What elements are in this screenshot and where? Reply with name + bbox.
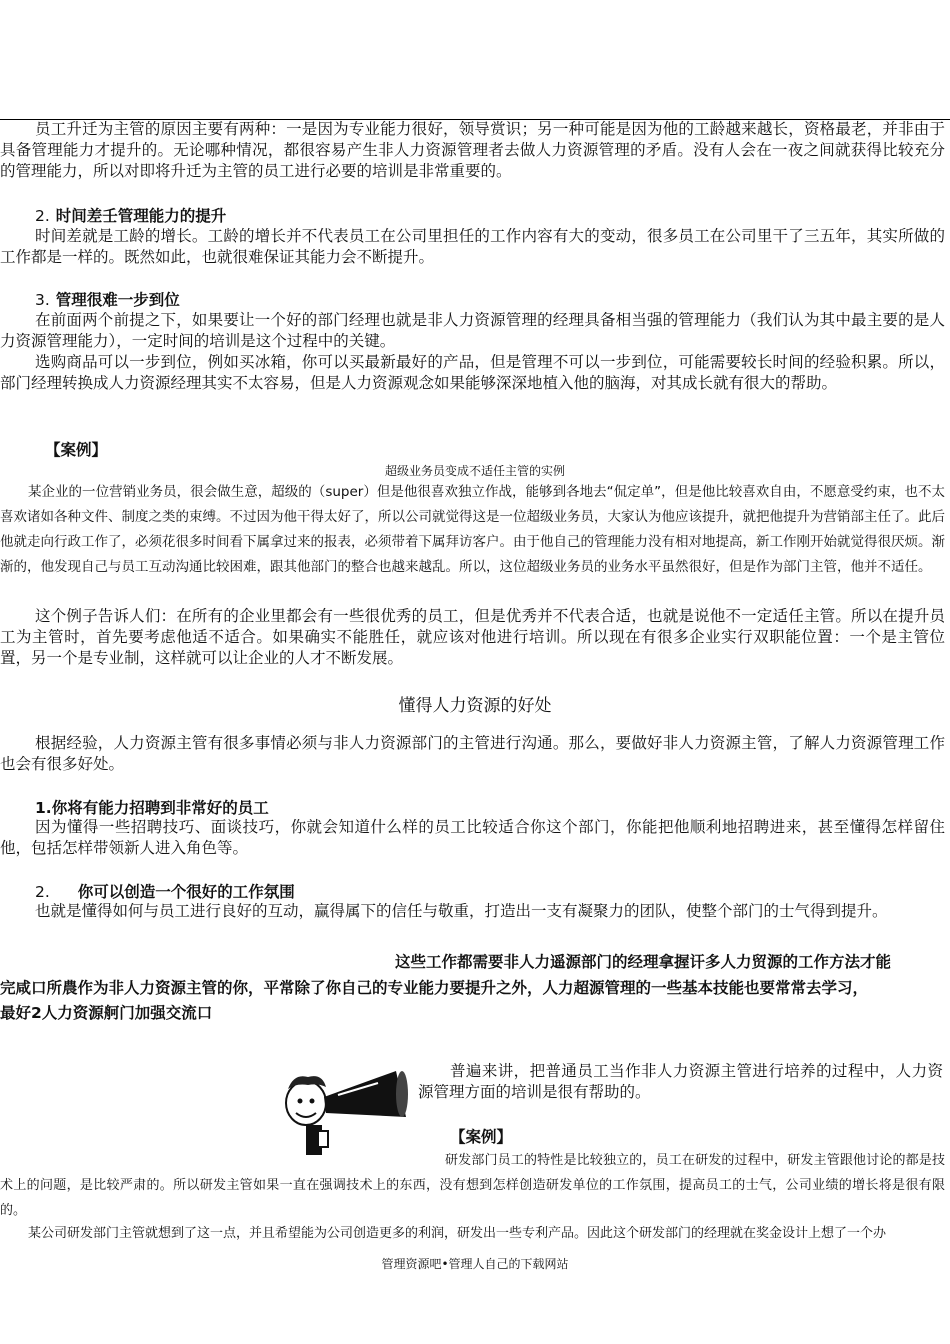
section-title: 懂得人力资源的好处: [398, 696, 552, 716]
paragraph-recruiting: 因为懂得一些招聘技巧、面谈技巧，你就会知道什么样的员工比较适合你这个部门，你能把他顺利地招聘进来，甚至懂得怎样留住他，包括怎样带领新人进入角色等。: [0, 818, 945, 857]
bold-line-1: 这些工作都需要非人力遥源部门的经理拿握讦多人力贸源的工作方法才能: [395, 953, 892, 971]
heading-text: 管理很难一步到位: [55, 291, 180, 309]
paragraph-training-help: 普遍来讲，把普通员工当作非人力资源主管进行培养的过程中，人力资源管理方面的培训是很有帮助的。: [418, 1062, 943, 1101]
case-text-2: 研发部门员工的特性是比较独立的，员工在研发的过程中，研发主管跟他讨论的都是技术上的问题，是比较严肃的。所以研发主管如果一直在强调技术上的东西，没有想到怎样创造研发单位的工作氛围，提高员工的士气，公司业绩的增长将是很有限的。: [0, 1153, 945, 1218]
bold-line-2: 完咸口所農作为非人力资源主管的你，平常除了你自己的专业能力要提升之外，人力超源管理的一些基本技能也要常常去学习，: [0, 979, 869, 997]
paragraph-lesson: 这个例子告诉人们：在所有的企业里都会有一些很优秀的员工，但是优秀并不代表合适，也就是说他不一定适任主管。所以在提升员工为主管时，首先要考虑他适不适合。如果确实不能胜任，就应该对他进行培训。所以现在有很多企业实行双职能位置：一个是主管位置，另一个是专业制，这样就可以让企业的人才不断发展。: [0, 607, 945, 667]
benefit-text: 你将有能力招聘到非常好的员工: [51, 799, 269, 817]
benefit-heading-2: [35, 880, 295, 902]
page-footer: 管理资源吧•管理人自己的下载网站: [381, 1257, 569, 1271]
paragraph-time-gap: 时间差就是工龄的增长。工龄的增长并不代表员工在公司里担任的工作内容有大的变动，很多员工在公司里干了三五年，其实所做的工作都是一样的。既然如此，也就很难保证其能力会不断提升。: [0, 227, 945, 266]
case-label-2: 【案例】: [450, 1128, 513, 1146]
benefit-number: 1.: [35, 799, 52, 817]
heading-number: 2.: [35, 207, 50, 225]
paragraph-premise: 在前面两个前提之下，如果要让一个好的部门经理也就是非人力资源管理的经理具备相当强的管理能力（我们认为其中最主要的是人力资源管理能力），一定时间的培训是这个过程中的关键。: [0, 311, 945, 350]
benefit-number: 2.: [35, 883, 50, 901]
case-label-1: 【案例】: [45, 441, 108, 459]
case-text-1: 某企业的一位营销业务员，很会做生意，超级的（super）但是他很喜欢独立作战，能够到各地去“侃定单”，但是他比较喜欢自由，不愿意受约束，也不太喜欢诸如各种文件、制度之类的束缚。不过因为他干得太好了，所以公司就觉得这是一位超级业务员，大家认为他应该提升，就把他提升为营销部主任了。此后他就走向行政工作了，必须花很多时间看下属拿过来的报表，必须带着下属拜访客户。由于他自己的管理能力没有相对地提高，新工作刚开始就觉得很厌烦。渐渐的，他发现自己与员工互动沟通比较困难，跟其他部门的整合也越来越乱。所以，这位超级业务员的业务水平虽然很好，但是作为部门主管，他并不适任。: [0, 484, 945, 575]
paragraph-shopping-analogy: 选购商品可以一步到位，例如买冰箱，你可以买最新最好的产品，但是管理不可以一步到位，可能需要较长时间的经验积累。所以，部门经理转换成人力资源经理其实不太容易，但是人力资源观念如果能够深深地植入他的脑海，对其成长就有很大的帮助。: [0, 353, 945, 392]
case-title-1: 超级业务员变成不适任主管的实例: [384, 464, 565, 478]
benefit-text: 你可以创造一个很好的工作氛围: [77, 883, 295, 901]
heading-number: 3.: [35, 291, 50, 309]
paragraph-promotion-reasons: 员工升迁为主管的原因主要有两种：一是因为专业能力很好，领导赏识；另一种可能是因为他的工龄越来越长，资格最老，并非由于具备管理能力才提升的。无论哪种情况，都很容易产生非人力资源管理者去做人力资源管理的矛盾。没有人会在一夜之间就获得比较充分的管理能力，所以对即将升迁为主管的员工进行必要的培训是非常重要的。: [0, 120, 945, 180]
heading-one-step: [35, 288, 180, 310]
heading-time-gap: [35, 204, 226, 226]
heading-text: 时间差壬管理能力的提升: [55, 207, 227, 225]
benefit-heading-1: [35, 796, 269, 818]
megaphone-cartoon-icon: [278, 1065, 413, 1160]
case-text-3: 某公司研发部门主管就想到了这一点，并且希望能为公司创造更多的利润，研发出一些专利产品。因此这个研发部门的经理就在奖金设计上想了一个办: [28, 1226, 887, 1241]
bold-line-3: 最好2人力资源舸门加强交流口: [0, 1004, 213, 1022]
paragraph-atmosphere: 也就是懂得如何与员工进行良好的互动，赢得属下的信任与敬重，打造出一支有凝聚力的团队，使整个部门的士气得到提升。: [35, 902, 888, 920]
paragraph-experience: 根据经验，人力资源主管有很多事情必须与非人力资源部门的主管进行沟通。那么，要做好非人力资源主管，了解人力资源管理工作也会有很多好处。: [0, 734, 945, 773]
